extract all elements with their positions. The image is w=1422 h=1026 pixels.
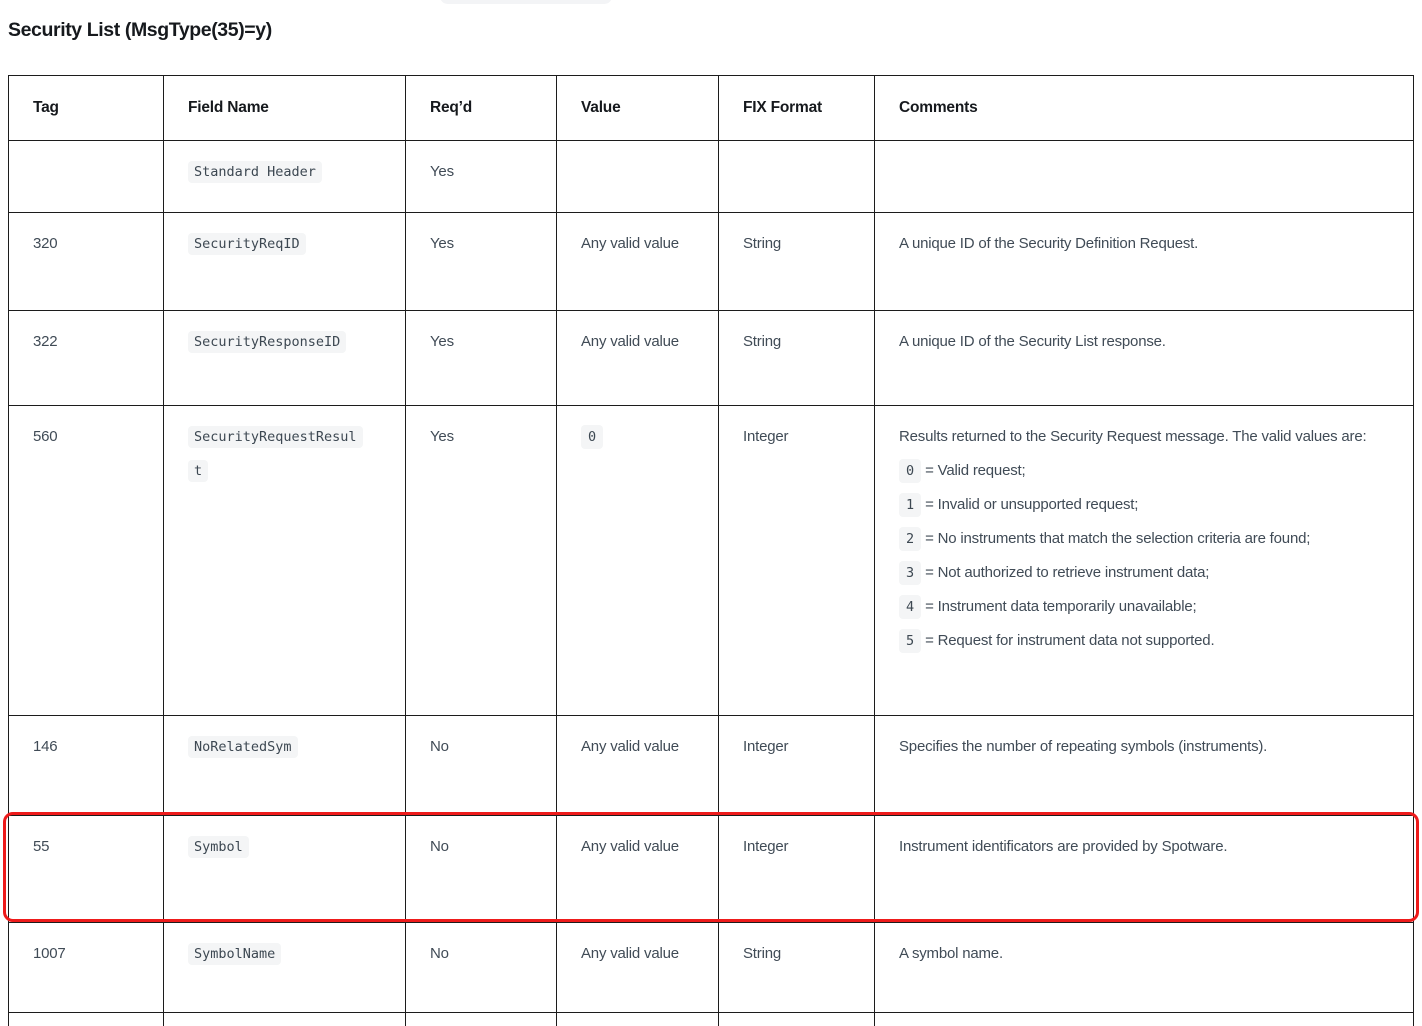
table-row-55-highlighted xyxy=(9,816,1414,923)
code-chip: SecurityResponseID xyxy=(188,331,346,353)
cell-tag: 146 xyxy=(9,716,164,816)
cut-off-element-remnant xyxy=(440,0,612,4)
cell-comments: A symbol name. xyxy=(875,923,1414,1013)
enum-value-text: = Not authorized to retrieve instrument data; xyxy=(925,564,1210,581)
code-chip: Standard Header xyxy=(188,161,322,183)
table-row-standard-header xyxy=(9,141,1414,213)
cell-fix-format: String xyxy=(719,311,875,406)
table-row-1007 xyxy=(9,923,1414,1013)
table-row-146 xyxy=(9,716,1414,816)
cell-value: Any valid value xyxy=(557,923,719,1013)
code-chip: 0 xyxy=(899,459,921,483)
cell-fix-format: Integer xyxy=(719,816,875,923)
cell-field-name xyxy=(164,406,406,716)
cell-field-name xyxy=(164,1013,406,1026)
cell-reqd: Yes xyxy=(406,406,557,716)
cell-comments xyxy=(875,1013,1414,1026)
cell-fix-format: Integer xyxy=(719,716,875,816)
header-field-name: Field Name xyxy=(164,76,406,141)
enum-value-text: = Valid request; xyxy=(925,462,1026,479)
code-chip: SecurityReqID xyxy=(188,233,306,255)
cell-comments: Instrument identificators are provided by Spotware. xyxy=(875,816,1414,923)
code-chip: 0 xyxy=(581,425,603,449)
enum-value-text: = Invalid or unsupported request; xyxy=(925,496,1139,513)
enum-value-line xyxy=(899,624,1389,658)
cell-tag xyxy=(9,141,164,213)
cell-field-name xyxy=(164,311,406,406)
cell-field-name xyxy=(164,816,406,923)
cell-tag xyxy=(9,1013,164,1026)
enum-value-line xyxy=(899,556,1389,590)
header-fix-format: FIX Format xyxy=(719,76,875,141)
cell-value xyxy=(557,141,719,213)
code-chip: 4 xyxy=(899,595,921,619)
cell-reqd: Yes xyxy=(406,311,557,406)
cell-tag: 320 xyxy=(9,213,164,311)
cell-value: Any valid value xyxy=(557,311,719,406)
code-chip: SymbolName xyxy=(188,943,281,965)
cell-field-name xyxy=(164,141,406,213)
cell-fix-format: String xyxy=(719,923,875,1013)
page-title: Security List (MsgType(35)=y) xyxy=(8,19,272,41)
enum-value-text: = Request for instrument data not supported. xyxy=(925,632,1215,649)
enum-value-line xyxy=(899,522,1389,556)
cell-comments xyxy=(875,141,1414,213)
cell-fix-format: Integer xyxy=(719,406,875,716)
cell-value xyxy=(557,406,719,716)
code-chip: Symbol xyxy=(188,836,249,858)
code-chip: SecurityRequestResult xyxy=(188,426,363,482)
cell-field-name xyxy=(164,213,406,311)
code-chip: 1 xyxy=(899,493,921,517)
enum-value-text: = No instruments that match the selection criteria are found; xyxy=(925,530,1311,547)
cell-reqd: Yes xyxy=(406,141,557,213)
cell-tag: 322 xyxy=(9,311,164,406)
cell-field-name xyxy=(164,716,406,816)
enum-value-text: = Instrument data temporarily unavailable; xyxy=(925,598,1197,615)
enum-value-line xyxy=(899,590,1389,624)
header-comments: Comments xyxy=(875,76,1414,141)
table-row-322 xyxy=(9,311,1414,406)
cell-reqd xyxy=(406,1013,557,1026)
cell-tag: 560 xyxy=(9,406,164,716)
cell-comments: Specifies the number of repeating symbols (instruments). xyxy=(875,716,1414,816)
table-row-560 xyxy=(9,406,1414,716)
table-row-partial xyxy=(9,1013,1414,1026)
cell-reqd: No xyxy=(406,923,557,1013)
fix-message-table xyxy=(8,75,1414,1026)
header-reqd: Req’d xyxy=(406,76,557,141)
cell-reqd: Yes xyxy=(406,213,557,311)
cell-value: Any valid value xyxy=(557,716,719,816)
cell-fix-format: String xyxy=(719,213,875,311)
cell-fix-format xyxy=(719,141,875,213)
cell-comments xyxy=(875,406,1414,716)
cell-reqd: No xyxy=(406,816,557,923)
cell-reqd: No xyxy=(406,716,557,816)
enum-value-line xyxy=(899,488,1389,522)
cell-tag: 1007 xyxy=(9,923,164,1013)
table-header-row xyxy=(9,76,1414,141)
cell-value xyxy=(557,1013,719,1026)
code-chip: 5 xyxy=(899,629,921,653)
comments-intro: Results returned to the Security Request message. The valid values are: xyxy=(899,428,1367,445)
cell-value: Any valid value xyxy=(557,213,719,311)
code-chip: NoRelatedSym xyxy=(188,736,298,758)
header-tag: Tag xyxy=(9,76,164,141)
code-chip: 3 xyxy=(899,561,921,585)
cell-fix-format xyxy=(719,1013,875,1026)
cell-comments: A unique ID of the Security List response. xyxy=(875,311,1414,406)
table-row-320 xyxy=(9,213,1414,311)
cell-comments: A unique ID of the Security Definition Request. xyxy=(875,213,1414,311)
enum-value-line xyxy=(899,454,1389,488)
cell-tag: 55 xyxy=(9,816,164,923)
header-value: Value xyxy=(557,76,719,141)
cell-field-name xyxy=(164,923,406,1013)
cell-value: Any valid value xyxy=(557,816,719,923)
code-chip: 2 xyxy=(899,527,921,551)
